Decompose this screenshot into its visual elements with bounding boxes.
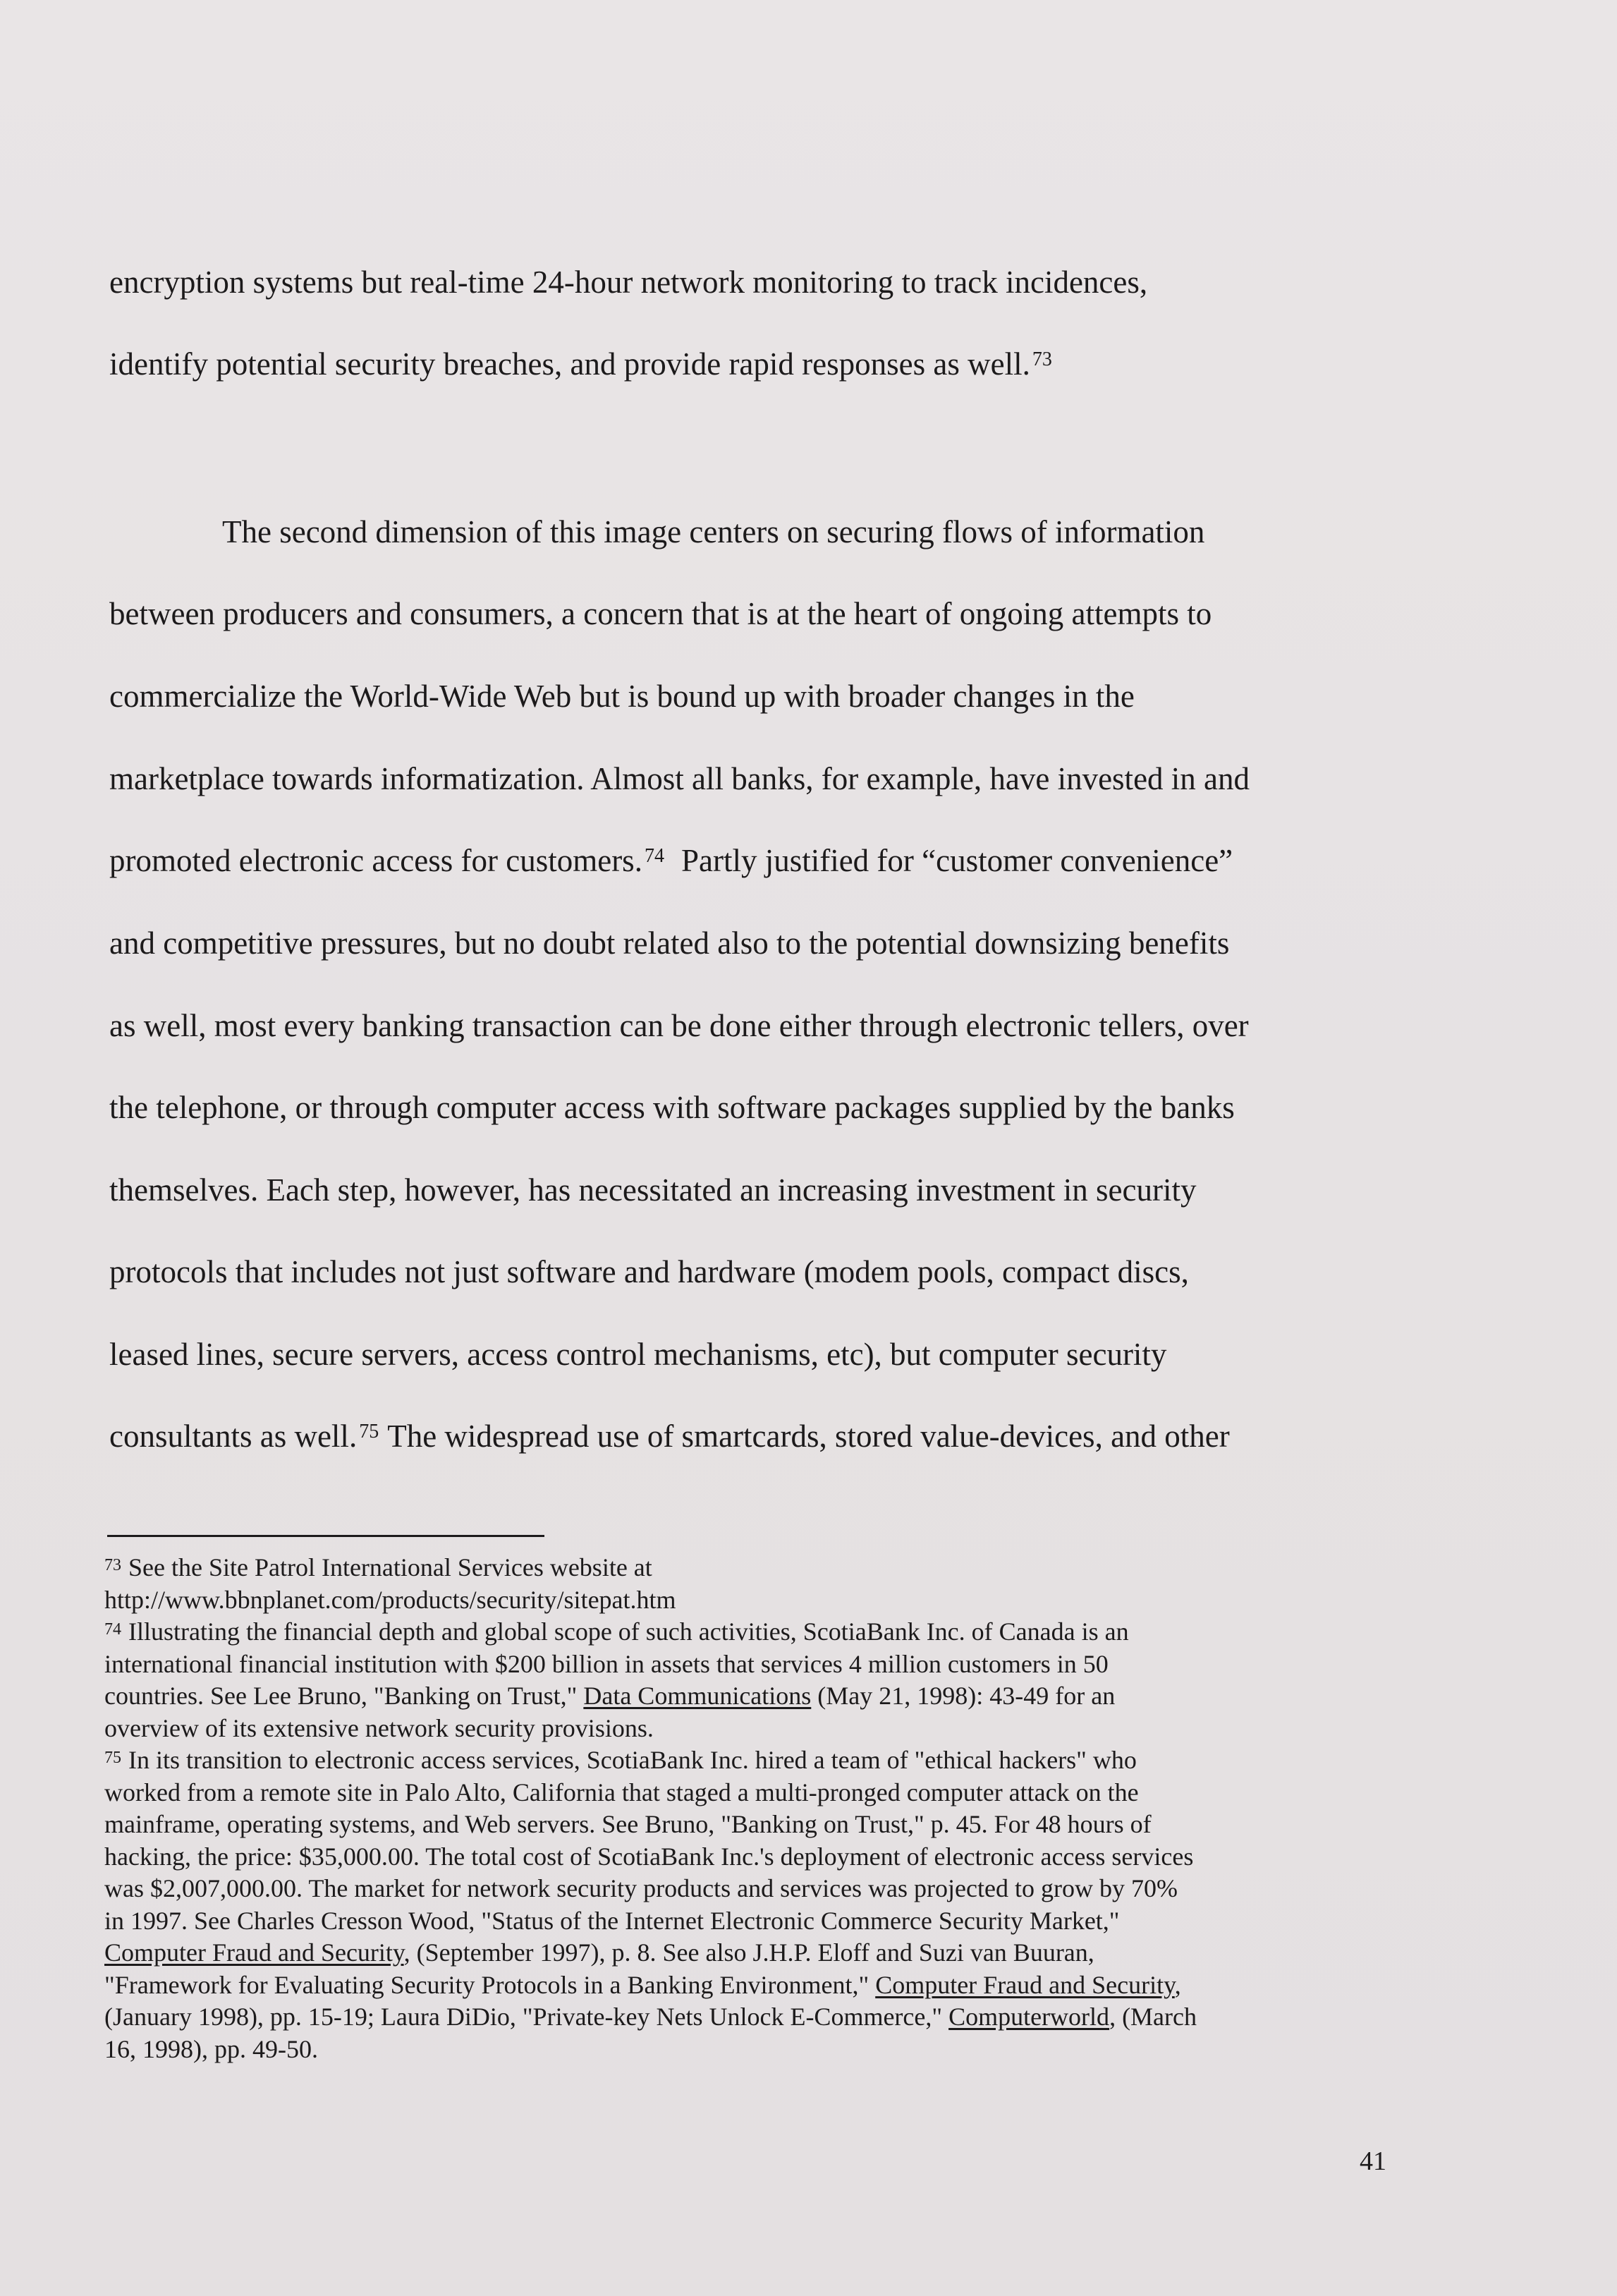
footnote-text-span: , [1174,1970,1181,1999]
footnote-73 [104,1552,1402,1584]
body-text-line [109,345,1400,383]
footnote-text: hacking, the price: $35,000.00. The total cost of ScotiaBank Inc.'s deployment of electronic access services [104,1842,1194,1871]
body-text-line: and competitive pressures, but no doubt related also to the potential downsizing benefits [109,925,1230,961]
citation-title: Computer Fraud and Security [875,1970,1175,1999]
footnote-text: 16, 1998), pp. 49-50. [104,2034,318,2063]
body-text-line: themselves. Each step, however, has necessitated an increasing investment in security [109,1172,1197,1208]
footnote-text: Illustrating the financial depth and global scope of such activities, ScotiaBank Inc. of Canada is an [128,1617,1129,1646]
footnotes [104,1552,1402,2065]
body-text-line: marketplace towards informatization. Almost all banks, for example, have invested in and [109,761,1250,796]
body-text-line: commercialize the World-Wide Web but is bound up with broader changes in the [109,679,1135,714]
body-text-line: encryption systems but real-time 24-hour network monitoring to track incidences, [109,265,1148,300]
citation-title: Computerworld [948,2003,1110,2031]
footnote-text: In its transition to electronic access services, ScotiaBank Inc. hired a team of "ethical hackers" who [128,1746,1137,1774]
footnote-text-span: , (September 1997), p. 8. See also J.H.P. Eloff and Suzi van Buuran, [403,1938,1094,1967]
footnote-text: worked from a remote site in Palo Alto, California that staged a multi-pronged computer attack on the [104,1778,1139,1806]
footnote-ref-74[interactable]: 74 [644,845,664,867]
body-text-line: protocols that includes not just software and hardware (modem pools, compact discs, [109,1254,1189,1289]
citation-title: Data Communications [583,1682,812,1710]
page-number: 41 [1360,2146,1386,2176]
footnote-text-span: "Framework for Evaluating Security Protocols in a Banking Environment," [104,1970,869,1999]
footnote-text: mainframe, operating systems, and Web servers. See Bruno, "Banking on Trust," p. 45. For 48 hours of [104,1810,1152,1838]
footnote-text-span: (May 21, 1998): 43-49 for an [817,1682,1116,1710]
footnote-text [104,1680,1402,1713]
body-text-line: the telephone, or through computer access with software packages supplied by the banks [109,1090,1235,1125]
footnote-text: was $2,007,000.00. The market for network security products and services was projected to grow by 70% [104,1874,1178,1902]
footnote-url[interactable]: http://www.bbnplanet.com/products/security/sitepat.htm [104,1585,676,1614]
body-text-line: leased lines, secure servers, access control mechanisms, etc), but computer security [109,1337,1167,1372]
body-text-line: between producers and consumers, a concern that is at the heart of ongoing attempts to [109,596,1212,631]
footnote-text: overview of its extensive network security provisions. [104,1713,654,1742]
footnote-text [104,2001,1402,2034]
footnote-ref-73[interactable]: 73 [1032,348,1052,370]
footnote-text: See the Site Patrol International Services website at [128,1553,652,1581]
footnote-divider [107,1535,544,1537]
body-text-span: The widespread use of smartcards, stored value-devices, and other [387,1419,1230,1454]
body-text-line [109,842,1400,880]
footnote-text: in 1997. See Charles Cresson Wood, "Status of the Internet Electronic Commerce Security Market," [104,1906,1120,1935]
body-text-span: Partly justified for “customer convenience” [681,843,1233,878]
body-text-span: identify potential security breaches, and provide rapid responses as well. [109,346,1030,382]
footnote-number: 74 [104,1620,121,1639]
footnote-75 [104,1744,1402,1777]
citation-title: Computer Fraud and Security [104,1938,404,1967]
body-text-line [109,1417,1400,1455]
footnote-number: 73 [104,1556,121,1574]
footnote-number: 75 [104,1749,121,1767]
body-text-span: promoted electronic access for customers. [109,843,642,878]
footnote-text [104,1969,1402,2002]
footnote-text-span: countries. See Lee Bruno, "Banking on Trust," [104,1682,578,1710]
footnote-text-span: (January 1998), pp. 15-19; Laura DiDio, "Private-key Nets Unlock E-Commerce," [104,2003,943,2031]
footnote-74 [104,1616,1402,1648]
body-text-line: The second dimension of this image centers on securing flows of information [222,514,1205,549]
footnote-text [104,1937,1402,1969]
body-text-line: as well, most every banking transaction can be done either through electronic tellers, over [109,1008,1249,1043]
footnote-text-span: , (March [1109,2003,1197,2031]
footnote-text: international financial institution with $200 billion in assets that services 4 million customers in 50 [104,1649,1109,1678]
body-text-span: consultants as well. [109,1419,358,1454]
footnote-ref-75[interactable]: 75 [359,1421,379,1442]
